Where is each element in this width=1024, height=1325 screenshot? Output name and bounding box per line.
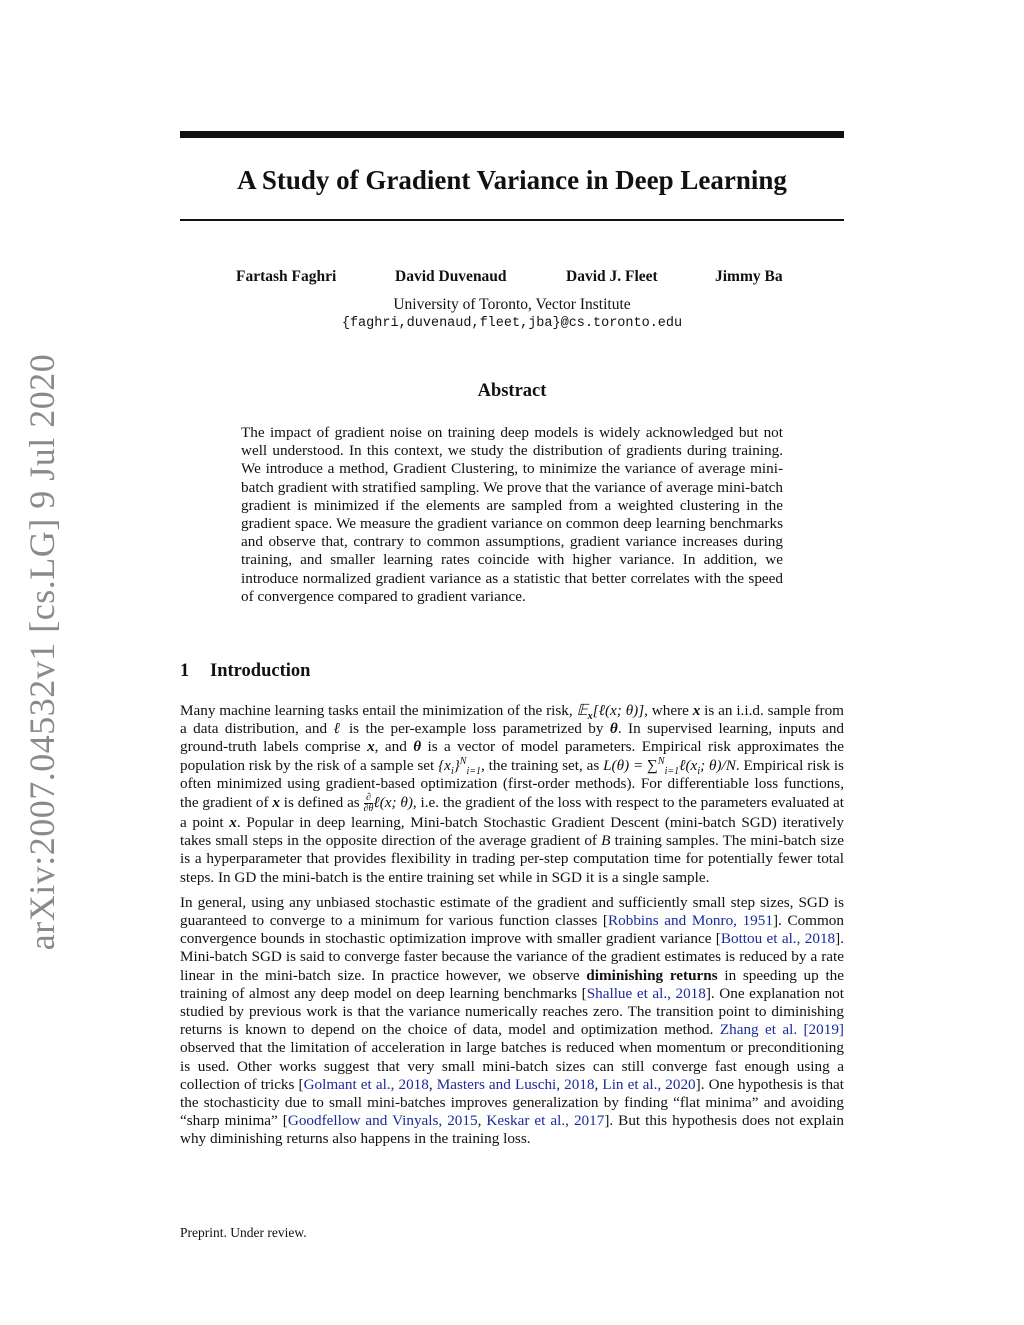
citation-link[interactable]: Shallue et al., 2018 [586, 984, 706, 1002]
citation-link[interactable]: Robbins and Monro, 1951 [608, 912, 773, 930]
partial-derivative: $\frac{\partial}{\partial\theta}$ [363, 792, 374, 815]
section-number: 1 [180, 661, 190, 681]
paragraph: In general, using any unbiased stochastic estimate of the gradient and sufficiently small step sizes, SGD is guaranteed to converge to a minimum for various function classes [Robbins and Monro, 1951]. Common convergence bounds in stochastic optimization improve with smaller gradient variance [Bottou et al., 2018]. Mini-batch SGD is said to converge faster because the variance of the gradient estimates is reduced by a rate linear in the mini-batch size. In practice however, we observe diminishing returns in speeding up the training of almost any deep model on deep learning benchmarks [Shallue et al., 2018]. One explanation not studied by previous work is that the variance numerically reaches zero. The transition point to diminishing returns is known to depend on the choice of data, model and optimization method. Zhang et al. [2019] observed that the limitation of acceleration in large batches is reduced when momentum or preconditioning is used. Other works suggest that very small mini-batch sizes can still converge fast enough using a collection of tricks [Golmant et al., 2018, Masters and Luschi, 2018, Lin et al., 2020]. One hypothesis is that the stochasticity due to small mini-batches improves generalization by finding “flat minima” and avoiding “sharp minima” [Goodfellow and Vinyals, 2015, Keskar et al., 2017]. But this hypothesis does not explain why diminishing returns also happens in the training loss. [180, 893, 845, 1148]
affiliation: University of Toronto, Vector Institute [393, 296, 631, 313]
author-name: Jimmy Ba [715, 268, 783, 285]
title-bottom-rule [180, 219, 844, 221]
title-top-rule [180, 131, 844, 138]
section-heading [180, 659, 310, 683]
abstract-heading: Abstract [477, 381, 547, 401]
author-name: Fartash Faghri [236, 268, 337, 285]
section-title: Introduction [210, 661, 311, 681]
citation-link[interactable]: Goodfellow and Vinyals, 2015 [287, 1112, 478, 1130]
author-name: David J. Fleet [566, 268, 658, 285]
citation-link[interactable]: Zhang et al. [2019] [719, 1021, 844, 1039]
citation-link[interactable]: Bottou et al., 2018 [720, 930, 836, 948]
introduction-body [180, 702, 844, 1156]
arxiv-stamp: arXiv:2007.04532v1 [cs.LG] 9 Jul 2020 [22, 353, 62, 951]
author-list [0, 266, 1024, 288]
abstract-text: The impact of gradient noise on training deep models is widely acknowledged but not well understood. In this context, we study the distribution of gradients during training. We introduce a method, Gradient Clustering, to minimize the variance of average mini-batch gradient with stratified sampling. We prove that the variance of average mini-batch gradient is minimized if the elements are sampled from a weighted clustering in the gradient space. We measure the gradient variance on common deep learning benchmarks and observe that, contrary to common assumptions, gradient variance increases during training, and smaller learning rates coincide with higher variance. In addition, we introduce normalized gradient variance as a statistic that better correlates with the speed of convergence compared to gradient variance. [241, 424, 783, 605]
paper-title: A Study of Gradient Variance in Deep Learning [237, 165, 787, 195]
paragraph: Many machine learning tasks entail the minimization of the risk, 𝔼$_x$[ℓ(x; θ)], where x is an i.i.d. sample from a data distribution, and ℓ is the per-example loss parametrized by θ. In supervised learning, inputs and ground-truth labels comprise x, and θ is a vector of model parameters. Empirical risk approximates the population risk by the risk of a sample set $\{x_i\}^N_{i=1}$, the training set, as $L(\theta) = \sum^N_{i=1}\ell(x_i$; θ)/N. Empirical risk is often minimized using gradient-based optimization (first-order methods). For differentiable loss functions, the gradient of x is defined as $\frac{\partial}{\partial\theta}$ ℓ(x; θ), i.e. the gradient of the loss with respect to the parameters evaluated at a point x. Popular in deep learning, Mini-batch Stochastic Gradient Descent (mini-batch SGD) iteratively takes small steps in the opposite direction of the average gradient of B training samples. The mini-batch size is a hyperparameter that provides flexibility in trading per-step computation time for potentially fewer total steps. In GD the mini-batch is the entire training set while in SGD it is a single sample. [180, 702, 845, 886]
citation-link[interactable]: Lin et al., 2020 [602, 1075, 696, 1093]
citation-link[interactable]: Masters and Luschi, 2018 [436, 1075, 595, 1093]
citation-link[interactable]: Golmant et al., 2018 [303, 1075, 429, 1093]
preprint-footer: Preprint. Under review. [180, 1225, 307, 1240]
author-emails: {faghri,duvenaud,fleet,jba}@cs.toronto.edu [341, 316, 683, 331]
citation-link[interactable]: Keskar et al., 2017 [486, 1112, 605, 1130]
author-name: David Duvenaud [395, 268, 507, 285]
